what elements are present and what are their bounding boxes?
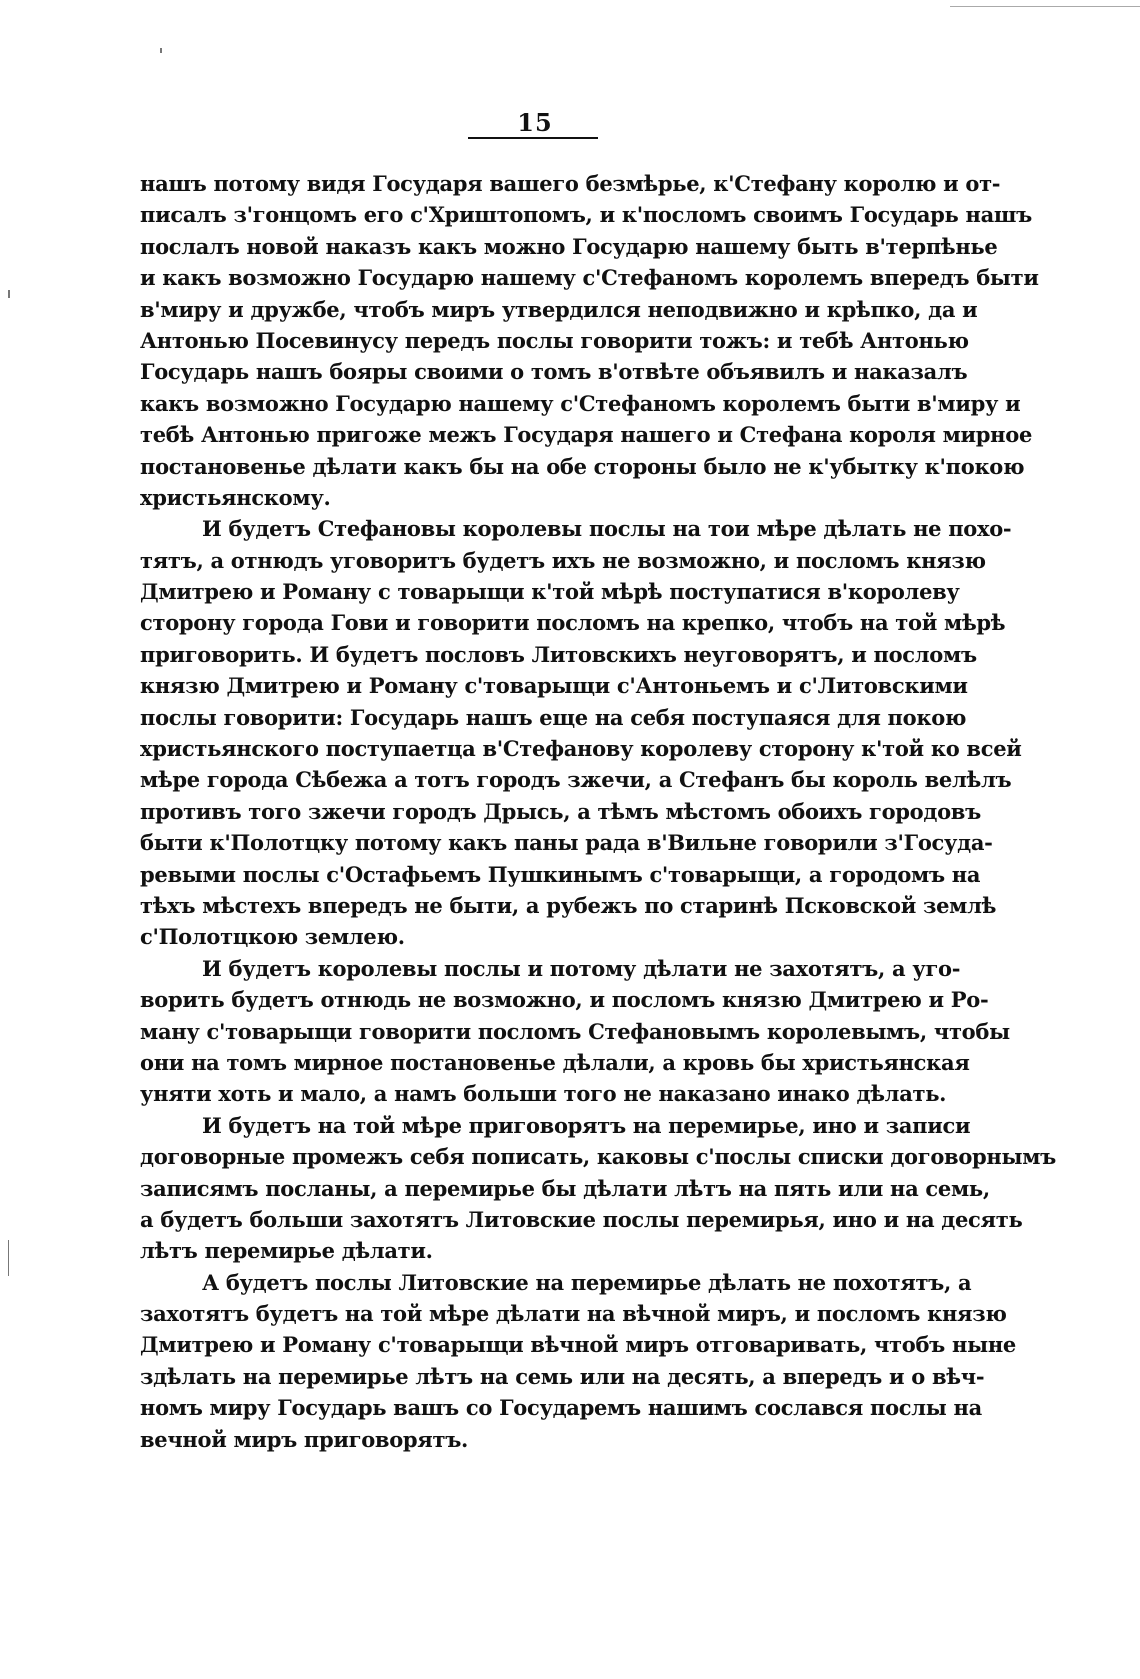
scan-speck (8, 1240, 9, 1276)
paragraph (140, 168, 1039, 513)
text-line: с'Полотцкою землею. (140, 924, 405, 950)
text-line: тятъ, а отнюдъ уговоритъ будетъ ихъ не возможно, и посломъ князю (140, 547, 986, 573)
paragraph (140, 1110, 1056, 1267)
text-line: лѣтъ перемирье дѣлати. (140, 1238, 433, 1264)
text-line: в'миру и дружбе, чтобъ миръ утвердился неподвижно и крѣпко, да и (140, 296, 978, 322)
scan-speck (160, 48, 162, 53)
scan-speck (8, 290, 10, 298)
text-line: Дмитрею и Роману с товарыщи к'той мѣрѣ поступатися в'королеву (140, 579, 960, 605)
text-line: вечной миръ приговорятъ. (140, 1426, 469, 1452)
text-line: номъ миру Государь вашъ со Государемъ нашимъ сослався послы на (140, 1395, 982, 1421)
text-line: христьянскому. (140, 484, 331, 510)
page-number-rule (468, 137, 598, 139)
text-line: князю Дмитрею и Роману с'товарыщи с'Антоньемъ и с'Литовскими (140, 673, 968, 699)
text-line: христьянского поступаетца в'Стефанову королеву сторону к'той ко всей (140, 736, 1022, 762)
text-line: договорные промежъ себя пописать, каковы с'послы списки договорнымъ (140, 1144, 1056, 1170)
text-line: писалъ з'гонцомъ его с'Хриштопомъ, и к'посломъ своимъ Государь нашъ (140, 202, 1032, 228)
scan-edge-line (950, 6, 1140, 7)
text-line: мѣре города Сѣбежа а тотъ городъ зжечи, а Стефанъ бы король велѣлъ (140, 767, 1012, 793)
text-line: записямъ посланы, а перемирье бы дѣлати лѣтъ на пять или на семь, (140, 1175, 990, 1201)
text-line: приговорить. И будетъ пословъ Литовскихъ неуговорятъ, и посломъ (140, 641, 977, 667)
text-line: нашъ потому видя Государя вашего безмѣрье, к'Стефану королю и от- (140, 171, 1001, 196)
text-line: тѣхъ мѣстехъ впередъ не быти, а рубежъ по старинѣ Псковской землѣ (140, 892, 997, 918)
text-line: тебѣ Антонью пригоже межъ Государя нашего и Стефана короля мирное (140, 422, 1033, 448)
text-line: И будетъ королевы послы и потому дѣлати не захотятъ, а уго- (202, 955, 961, 981)
text-line: какъ возможно Государю нашему с'Стефаномъ королемъ быти в'миру и (140, 390, 1021, 416)
text-line: сторону города Гови и говорити посломъ на крепко, чтобъ на той мѣрѣ (140, 610, 1006, 636)
text-line: здѣлать на перемирье лѣтъ на семь или на десять, а впередъ и о вѣч- (140, 1363, 985, 1389)
text-line: ворить будетъ отнюдь не возможно, и посломъ князю Дмитрею и Ро- (140, 987, 989, 1013)
text-line: послы говорити: Государь нашъ еще на себя поступаяся для покою (140, 704, 967, 730)
text-line: Государь нашъ бояры своими о томъ в'отвѣте объявилъ и наказалъ (140, 359, 968, 385)
text-line: захотятъ будетъ на той мѣре дѣлати на вѣчной миръ, и посломъ князю (140, 1301, 1007, 1327)
text-line: постановенье дѣлати какъ бы на обе стороны было не к'убытку к'покою (140, 453, 1025, 479)
text-line: Дмитрею и Роману с'товарыщи вѣчной миръ отговаривать, чтобъ ныне (140, 1332, 1016, 1358)
paragraph (140, 1267, 1016, 1455)
text-line: уняти хоть и мало, а намъ больши того не наказано инако дѣлать. (140, 1081, 947, 1107)
text-line: противъ того зжечи городъ Дрысь, а тѣмъ мѣстомъ обоихъ городовъ (140, 798, 981, 824)
text-line: Антонью Посевинусу передъ послы говорити тожъ: и тебѣ Антонью (140, 327, 969, 353)
text-line: а будетъ больши захотятъ Литовские послы перемирья, ино и на десять (140, 1206, 1023, 1232)
paragraph (140, 953, 1010, 1110)
text-line: ману с'товарыщи говорити посломъ Стефановымъ королевымъ, чтобы (140, 1018, 1010, 1044)
text-line: ревыми послы с'Остафьемъ Пушкинымъ с'товарыщи, а городомъ на (140, 861, 981, 887)
text-line: послалъ новой наказъ какъ можно Государю нашему быть в'терпѣнье (140, 233, 998, 259)
text-line: быти к'Полотцку потому какъ паны рада в'Вильне говорили з'Госуда- (140, 830, 993, 856)
text-line: И будетъ на той мѣре приговорятъ на перемирье, ино и записи (202, 1112, 971, 1138)
text-line: А будетъ послы Литовские на перемирье дѣлать не похотятъ, а (202, 1269, 972, 1295)
page-number: 15 (517, 108, 553, 137)
text-line: и какъ возможно Государю нашему с'Стефаномъ королемъ впередъ быти (140, 265, 1039, 291)
body-text (140, 168, 1056, 1455)
paragraph (140, 513, 1022, 952)
text-line: они на томъ мирное постановенье дѣлали, а кровь бы христьянская (140, 1049, 970, 1075)
text-line: И будетъ Стефановы королевы послы на тои мѣре дѣлать не похо- (202, 516, 1012, 542)
